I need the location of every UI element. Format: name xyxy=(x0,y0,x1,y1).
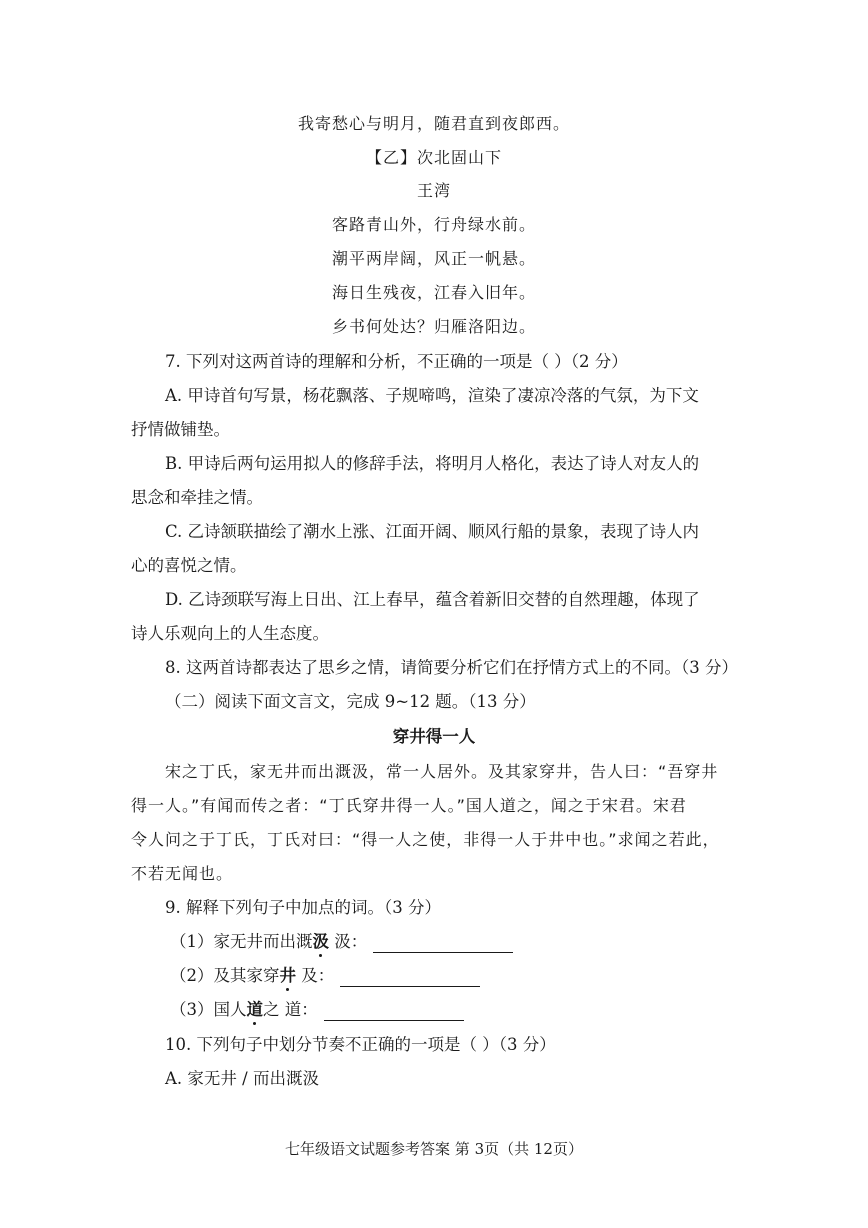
answer-blank[interactable] xyxy=(373,934,513,953)
passage-line: 宋之丁氏，家无井而出溉汲，常一人居外。及其家穿井，告人曰：“吾穿井 xyxy=(165,762,719,781)
poem-yi-line: 潮平两岸阔，风正一帆悬。 xyxy=(331,249,536,268)
dotted-word: 井 xyxy=(279,966,296,985)
dotted-word: 道 xyxy=(246,1000,263,1019)
q7-option-d: D. 乙诗颈联写海上日出、江上春早，蕴含着新旧交替的自然理趣，体现了 xyxy=(165,590,700,609)
answer-blank[interactable] xyxy=(324,1002,464,1021)
q7-option-b-cont: 思念和牵挂之情。 xyxy=(131,488,263,507)
q7-stem: 7. 下列对这两首诗的理解和分析，不正确的一项是（ ）（2 分） xyxy=(165,352,628,371)
q10-stem: 10. 下列句子中划分节奏不正确的一项是（ ）（3 分） xyxy=(165,1035,556,1054)
section-2-heading: （二）阅读下面文言文，完成 9~12 题。（13 分） xyxy=(165,692,536,711)
q9-item-2 xyxy=(170,965,480,987)
q8-stem: 8. 这两首诗都表达了思乡之情，请简要分析它们在抒情方式上的不同。（3 分） xyxy=(165,658,738,677)
poem-jia-last-line: 我寄愁心与明月，随君直到夜郎西。 xyxy=(297,114,570,133)
passage-title: 穿井得一人 xyxy=(392,727,476,746)
poem-yi-title: 【乙】次北固山下 xyxy=(365,148,502,167)
q10-option-a: A. 家无井 / 而出溉汲 xyxy=(165,1069,319,1088)
q9-item-3 xyxy=(170,999,464,1021)
q7-option-b: B. 甲诗后两句运用拟人的修辞手法，将明月人格化，表达了诗人对友人的 xyxy=(165,454,700,473)
q7-option-d-cont: 诗人乐观向上的人生态度。 xyxy=(131,624,329,643)
q7-option-a-cont: 抒情做铺垫。 xyxy=(131,420,230,439)
q9-item-text: （2）及其家穿 xyxy=(170,966,280,985)
dotted-word: 汲 xyxy=(312,932,329,951)
q9-item-text: 汲： xyxy=(329,932,368,951)
q9-item-text: （3）国人 xyxy=(170,1000,247,1019)
q9-item-1 xyxy=(170,931,513,953)
passage-line: 不若无闻也。 xyxy=(131,864,234,883)
q9-item-text: 之 道： xyxy=(263,1000,318,1019)
q7-option-c-cont: 心的喜悦之情。 xyxy=(131,556,247,575)
page-footer: 七年级语文试题参考答案 第 3页（共 12页） xyxy=(285,1140,583,1158)
poem-yi-author: 王湾 xyxy=(416,181,451,200)
q9-stem: 9. 解释下列句子中加点的词。（3 分） xyxy=(165,898,441,917)
poem-yi-line: 海日生残夜，江春入旧年。 xyxy=(331,283,536,302)
answer-blank[interactable] xyxy=(340,968,480,987)
q9-item-text: 及： xyxy=(296,966,335,985)
passage-line: 得一人。”有闻而传之者：“丁氏穿井得一人。”国人道之，闻之于宋君。宋君 xyxy=(131,796,687,815)
q9-item-text: （1）家无井而出溉 xyxy=(170,932,313,951)
poem-yi-line: 乡书何处达？归雁洛阳边。 xyxy=(331,317,536,336)
passage-line: 令人问之于丁氏，丁氏对曰：“得一人之使，非得一人于井中也。”求闻之若此， xyxy=(131,830,720,849)
q7-option-a: A. 甲诗首句写景，杨花飘落、子规啼鸣，渲染了凄凉冷落的气氛，为下文 xyxy=(165,386,699,405)
q7-option-c: C. 乙诗颔联描绘了潮水上涨、江面开阔、顺风行船的景象，表现了诗人内 xyxy=(165,522,700,541)
poem-yi-line: 客路青山外，行舟绿水前。 xyxy=(331,215,536,234)
